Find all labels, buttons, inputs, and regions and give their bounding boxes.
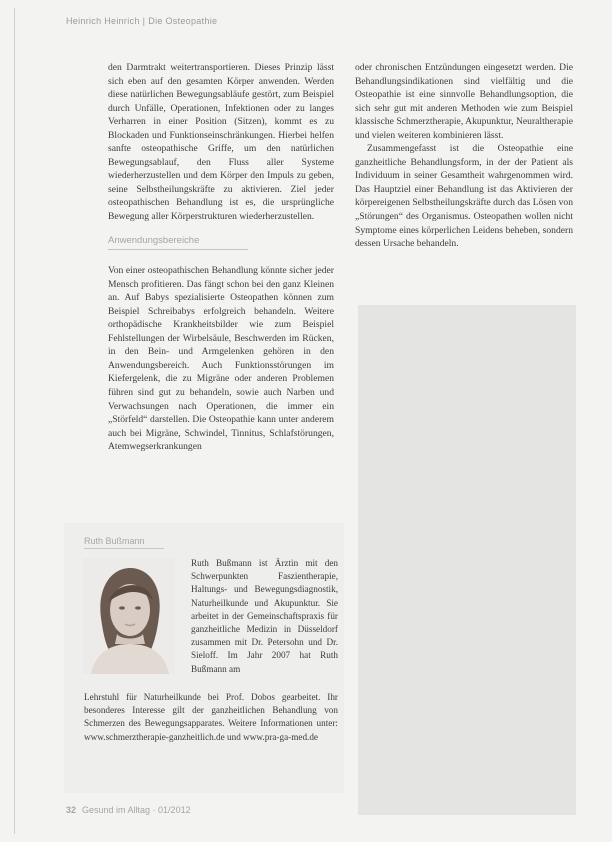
author-portrait — [83, 558, 175, 674]
right-paragraph-2: Zusammengefasst ist die Osteopathie eine ganzheitliche Behandlungsform, in der der Patient als Individuum in seiner Gesamtheit wahrgenommen wird. Das Hauptziel einer Behandlung ist das Aktivieren der körpereigenen Selbstheilungskräfte durch das Lösen von „Störungen“ des Organismus. Osteopathen wollen nicht Symptome eines körperlichen Leidens beheben, sondern dessen Ursache behandeln. — [355, 143, 573, 250]
running-head — [66, 16, 217, 26]
left-paragraph-1: den Darmtrakt weitertransportieren. Dieses Prinzip lässt sich eben auf den gesamten Körper anwenden. Werden diese natürlichen Bewegungsabläufe gestört, zum Beispiel durch Unfälle, Operationen, Infektionen oder zu langes Verharren in einer Position (Sitzen), kommt es zu Blockaden und Funktionseinschränkungen. Hierbei helfen sanfte osteopathische Griffe, um den natürlichen Bewegungsablauf, den Fluss aller Systeme wiederherzustellen und dem Körper den Impuls zu geben, seine Selbstheilungskräfte zu aktivieren. Ziel jeder osteopathischen Behandlung ist es, die ursprüngliche Bewegung aller Körperstrukturen wiederherzustellen. — [108, 62, 334, 223]
page-number: 32 — [66, 805, 77, 815]
running-head-section: Heinrich Heinrich — [66, 16, 140, 26]
running-head-separator: | — [142, 16, 146, 26]
bio-text-right-paragraph: Ruth Bußmann ist Ärztin mit den Schwerpunkten Faszientherapie, Haltungs- und Bewegungsdiagnostik, Naturheilkunde und Akupunktur. Sie arbeitet in der Gemeinschaftspraxis für ganzheitliche Medizin in Düsseldorf zusammen mit Dr. Petersohn und Dr. Sieloff. Im Jahr 2007 hat Ruth Bußmann am — [191, 558, 338, 674]
author-portrait-svg — [83, 558, 175, 674]
bio-text-bottom-paragraph: Lehrstuhl für Naturheilkunde bei Prof. Dobos gearbeitet. Ihr besonderes Interesse gilt der ganzheitlichen Behandlung von Schmerzen des Bewegungsapparates. Weitere Informationen unter: www.schmerztherapie-ganzheitlich.de und www.pra-ga-med.de — [84, 692, 338, 742]
footer — [66, 805, 191, 815]
publication-name: Gesund im Alltag · 01/2012 — [82, 805, 191, 815]
right-column — [355, 61, 573, 251]
left-column — [108, 61, 334, 454]
running-head-title: Die Osteopathie — [148, 16, 218, 26]
bio-text-right — [191, 557, 338, 676]
section-heading: Anwendungsbereiche — [108, 234, 248, 251]
right-paragraph-1: oder chronischen Entzündungen eingesetzt werden. Die Behandlungsindikationen sind vielfältig und die Osteopathie ist eine sinnvolle Behandlungsoption, die sich sehr gut mit anderen Methoden wie zum Beispiel klassische Schmerztherapie, Akupunktur, Neuraltherapie und vielen weiteren kombinieren lässt. — [355, 62, 573, 141]
image-placeholder — [358, 305, 576, 815]
bio-text-bottom — [84, 691, 338, 744]
left-paragraph-2: Von einer osteopathischen Behandlung könnte sicher jeder Mensch profitieren. Das fängt schon bei den ganz Kleinen an. Auf Babys spezialisierte Osteopathen können zum Beispiel Schreibabys erfolgreich behandeln. Weitere orthopädische Krankheitsbilder wie zum Beispiel Fehlstellungen der Wirbelsäule, Beschwerden im Rücken, in den Bein- und Armgelenken gehören in den Anwendungsbereich. Auch Funktionsstörungen im Kiefergelenk, die zu Migräne oder anderen Problemen führen sind gut zu behandeln, sowie auch Narben und Verwachsungen nach Operationen, die immer ein „Störfeld“ darstellen. Die Osteopathie kann unter anderem auch bei Migräne, Schwindel, Tinnitus, Schlafstörungen, Atemwegserkrankungen — [108, 265, 334, 453]
bio-name: Ruth Bußmann — [84, 536, 164, 549]
